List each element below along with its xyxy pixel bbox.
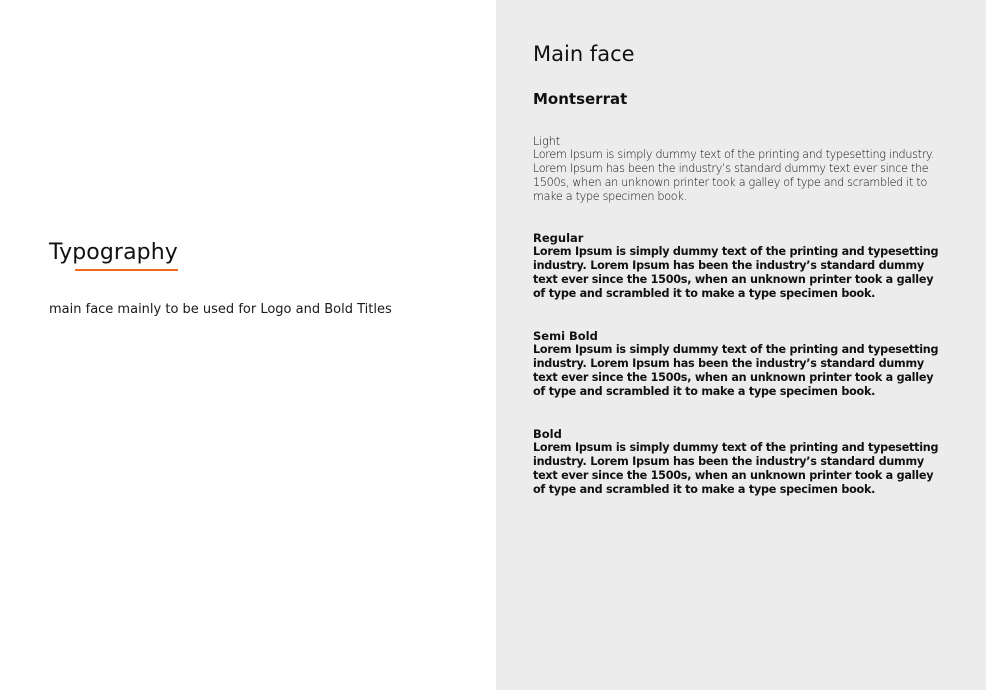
heading-underline [75, 269, 178, 271]
typography-description: main face mainly to be used for Logo and Bold Titles [49, 302, 392, 317]
weight-sample-light [533, 134, 943, 204]
font-family-name: Montserrat [533, 90, 628, 108]
specimen-title: Main face [533, 42, 635, 66]
weight-text-regular: Lorem Ipsum is simply dummy text of the printing and typesetting industry. Lorem Ipsum has been the industry’s standard dummy text ever since the 1500s, when an unknown printer took a galley of type and scrambled it to make a type specimen book. [533, 245, 939, 300]
weight-text-bold: Lorem Ipsum is simply dummy text of the printing and typesetting industry. Lorem Ipsum has been the industry’s standard dummy text ever since the 1500s, when an unknown printer took a galley of type and scrambled it to make a type specimen book. [533, 441, 939, 496]
weight-sample-bold [533, 427, 943, 497]
weight-label-light: Light [533, 134, 560, 148]
weight-text-semi-bold: Lorem Ipsum is simply dummy text of the printing and typesetting industry. Lorem Ipsum has been the industry’s standard dummy text ever since the 1500s, when an unknown printer took a galley of type and scrambled it to make a type specimen book. [533, 343, 939, 398]
weight-label-regular: Regular [533, 231, 584, 245]
weight-label-semi-bold: Semi Bold [533, 329, 598, 343]
weight-sample-semi-bold [533, 329, 943, 399]
weight-sample-regular [533, 231, 943, 301]
font-specimen-panel [496, 0, 986, 690]
weight-label-bold: Bold [533, 427, 562, 441]
typography-heading: Typography [49, 240, 178, 265]
weight-text-light: Lorem Ipsum is simply dummy text of the printing and typesetting industry. Lorem Ipsum has been the industry’s standard dummy text ever since the 1500s, when an unknown printer took a galley of type and scrambled it to make a type specimen book. [533, 148, 935, 203]
